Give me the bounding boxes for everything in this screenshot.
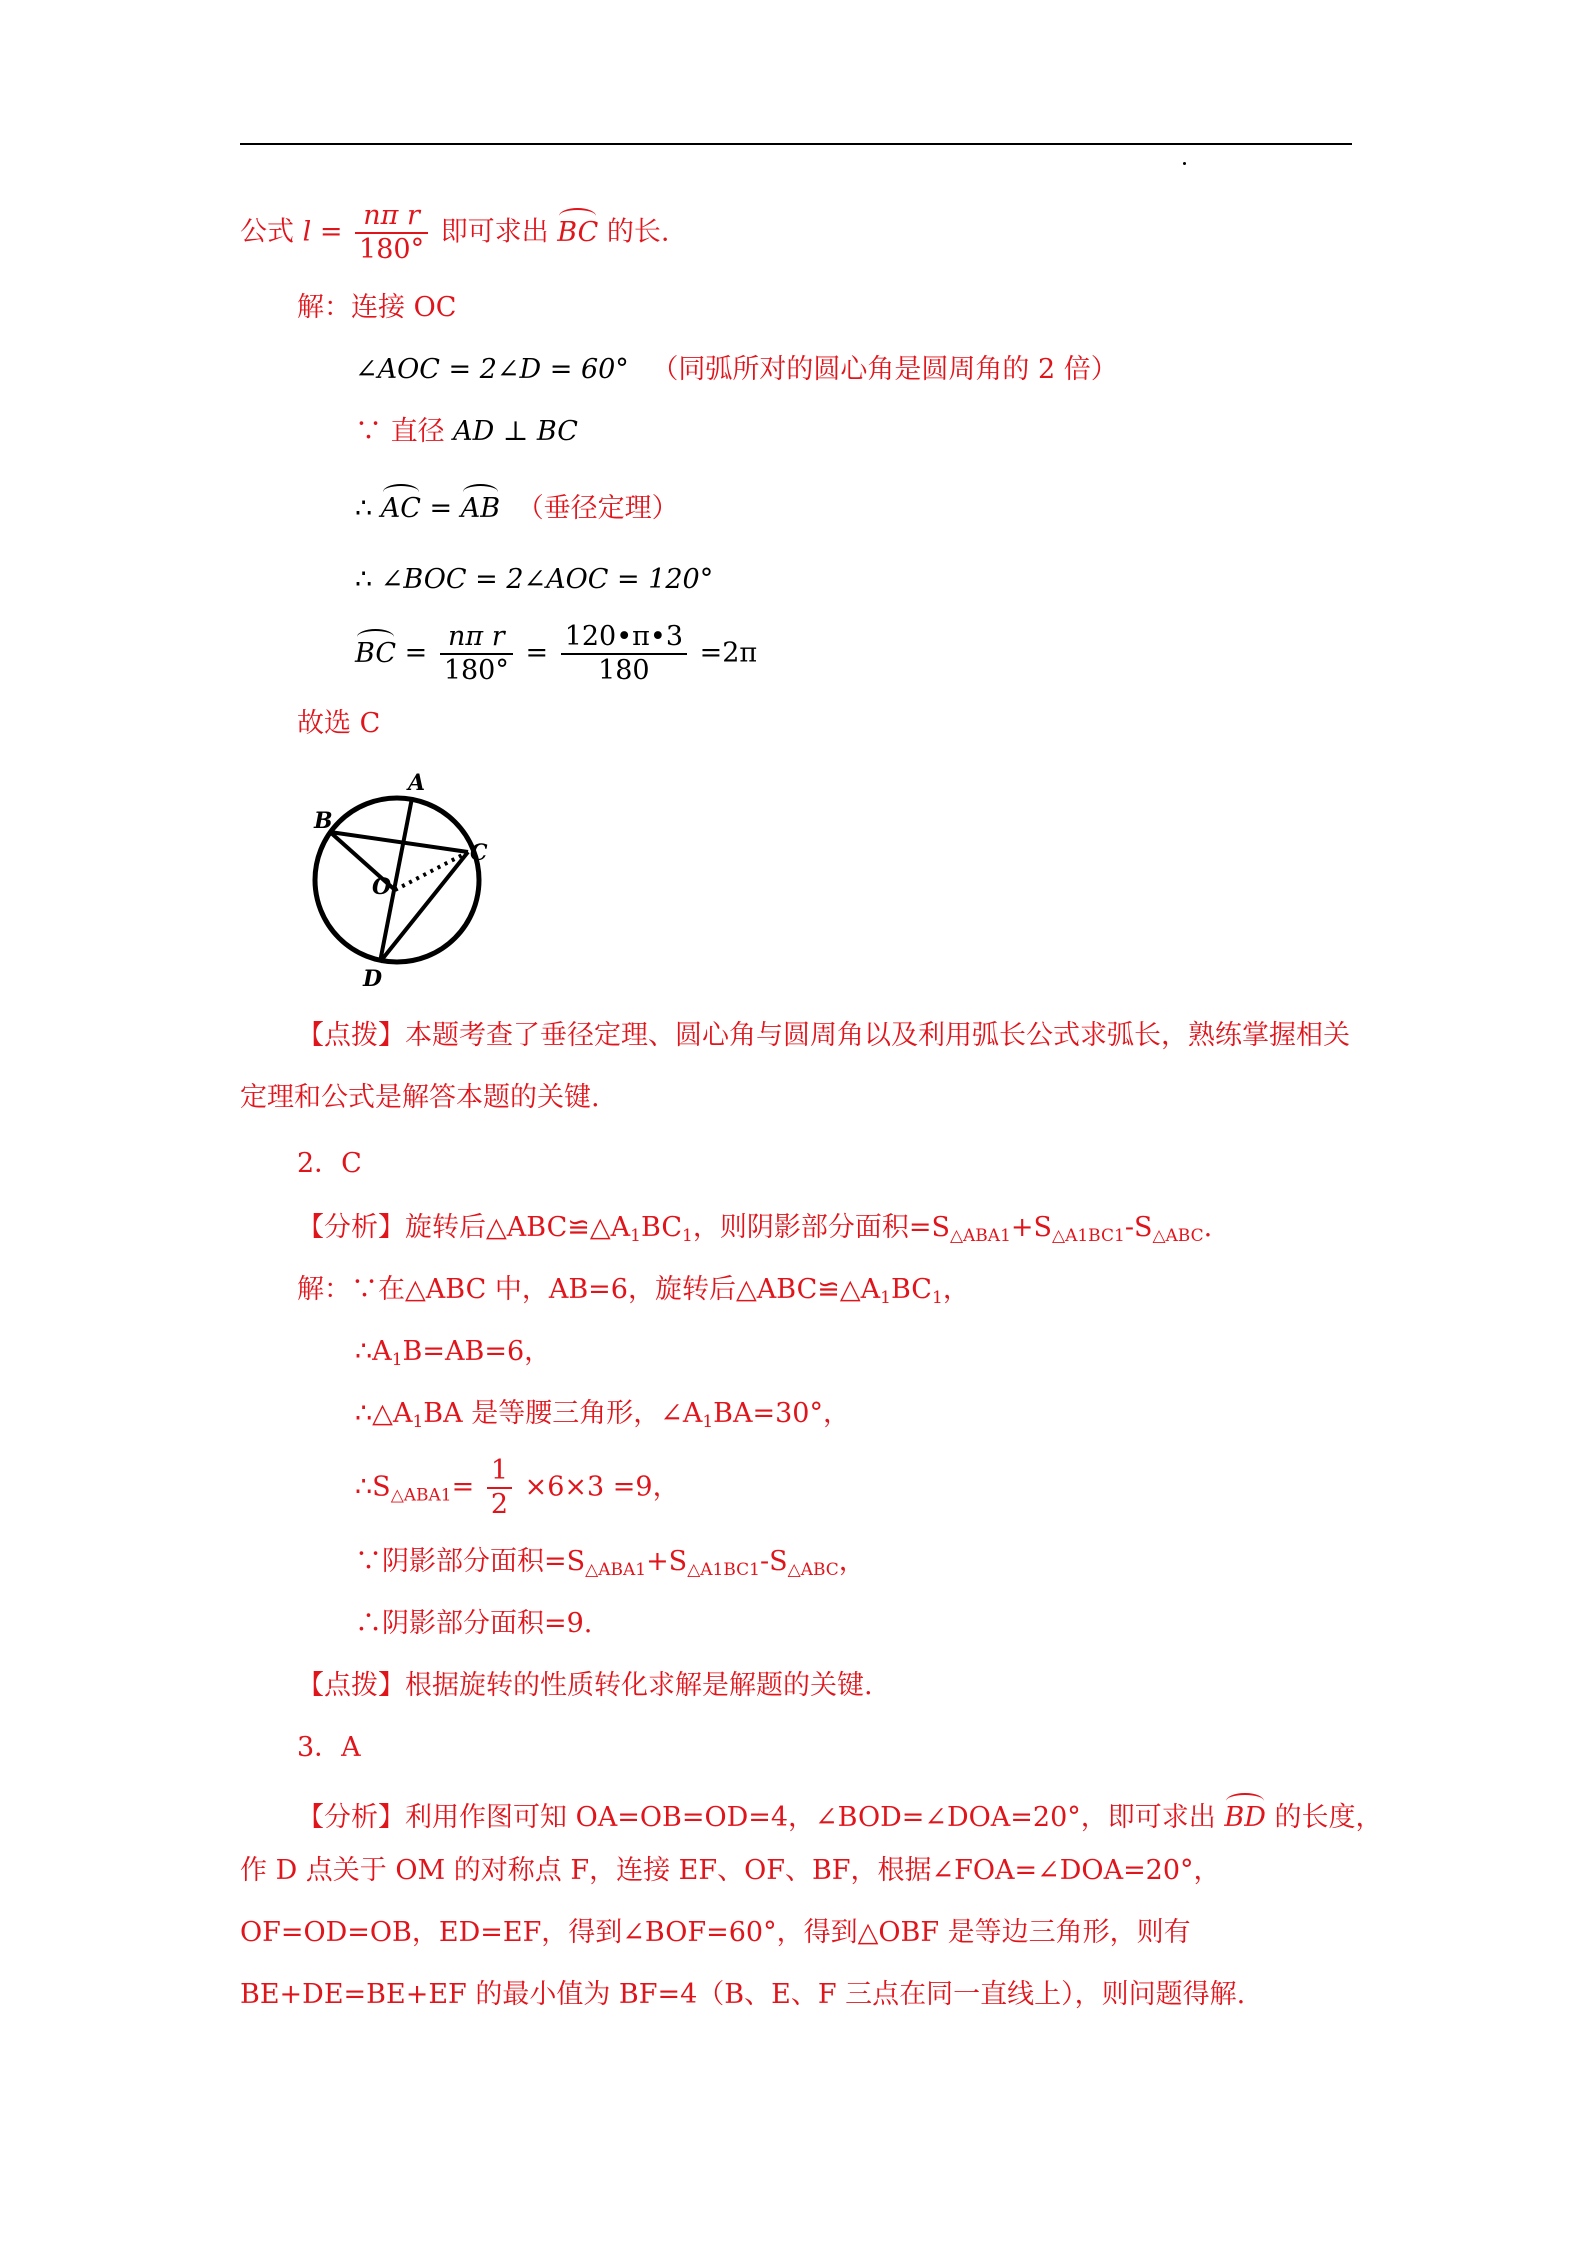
problem-2-heading: 2．C: [297, 1148, 362, 1179]
text-prefix: 公式: [240, 216, 294, 248]
header-rule: [240, 143, 1352, 145]
fraction-numerator: nπ r: [355, 200, 428, 234]
step-arc-length: [355, 621, 757, 687]
fraction-denominator: 180°: [443, 655, 509, 686]
label-a: A: [408, 770, 426, 796]
solution-2-line-1: 解：∵在△ABC 中，AB=6，旋转后$\triangle ABC≌\triangle A_1BC_1$，: [297, 1274, 970, 1308]
solution-2-line-5: ∵阴影部分面积$=S_{\triangle ABA1}+S_{\triangle A1BC1}-S_{\triangle ABC}$，: [355, 1546, 866, 1580]
fraction-numerator: 120•π•3: [561, 621, 687, 655]
tip-2: 【点拨】根据旋转的性质转化求解是解题的关键.: [297, 1670, 873, 1701]
step-symbol: ∴: [355, 564, 381, 595]
fraction-numerator: nπ r: [440, 621, 513, 655]
arc-bc: BC: [557, 208, 598, 250]
header-dot: [1183, 162, 1186, 165]
step-angle-boc: [355, 563, 713, 597]
fraction-denominator: 180°: [359, 234, 425, 265]
step-equal-arcs: [355, 484, 679, 526]
analysis-3-body: 作 D 点关于 OM 的对称点 F，连接 EF、OF、BF，根据∠FOA=∠DOA=20°，OF=OD=OB，ED=EF，得到∠BOF=60°，得到△OBF 是等边三角形，则有 BE+DE=BE+EF 的最小值为 BF=4（B、E、F 三点在同一直线上），则问题得解.: [240, 1855, 1246, 2010]
fraction-general: [440, 621, 513, 687]
eq-sign: =: [429, 493, 453, 524]
step-diameter: [355, 415, 578, 449]
problem-3-heading: 3．A: [297, 1732, 361, 1763]
label-c: C: [470, 840, 488, 866]
analysis-3-line-1: 【分析】利用作图可知 OA=OB=OD=4，∠BOD=∠DOA=20°，即可求出 BD 的长度，: [297, 1793, 1382, 1835]
analysis-2: 【分析】旋转后$\triangle ABC≌\triangle A_1BC_1$，则阴影部分面积$=S_{\triangle ABA1}+S_{\triangle A1BC1}-S_{\triangle ABC}$.: [297, 1212, 1213, 1246]
solution-intro: 解：连接 OC: [297, 292, 457, 323]
label-d: D: [363, 966, 383, 990]
solution-2-line-4: $\therefore S_{\triangle ABA1}=$ $\frac{1}{2}$ ×6×3 =9，: [355, 1455, 680, 1520]
fraction-half: [487, 1455, 512, 1521]
step-math: AD ⊥ BC: [453, 416, 578, 447]
chord-dc: [380, 852, 468, 962]
eq-sign: =: [404, 637, 436, 669]
text-mid: 即可求出: [440, 216, 549, 248]
eq-sign: =: [525, 637, 557, 669]
label-o: O: [372, 874, 392, 900]
step-symbol: ∴: [355, 493, 381, 524]
fraction-values: [561, 621, 687, 687]
circle-figure: [300, 770, 500, 990]
solution-2-line-3: $\therefore\triangle A_1BA$ 是等腰三角形，$\angle A_1BA=30^\circ$，: [355, 1398, 850, 1432]
result: =2π: [699, 637, 758, 669]
arc-bd: BD: [1224, 1793, 1266, 1835]
fraction-denominator: 2: [490, 1489, 509, 1520]
step-math: ∠AOC = 2∠D = 60°: [355, 354, 629, 385]
arc-length-formula-line: [240, 200, 669, 266]
fraction-numerator: 1: [487, 1455, 512, 1489]
segment-oc-dotted: [395, 852, 468, 890]
step-note: （垂径定理）: [516, 493, 679, 524]
fraction-denominator: 180: [598, 655, 650, 686]
step-note: （同弧所对的圆心角是圆周角的 2 倍）: [651, 354, 1118, 385]
step-symbol: ∵ 直径: [355, 416, 454, 447]
arc-bc: BC: [355, 629, 396, 671]
text-suffix: 的长.: [606, 216, 670, 248]
label-b: B: [314, 808, 333, 834]
solution-2-line-2: $\therefore A_1B=AB=6$，: [355, 1336, 552, 1370]
step-angle-aoc: [355, 353, 1118, 387]
solution-2-line-6: ∴阴影部分面积=9.: [355, 1608, 593, 1639]
var-l: l: [302, 216, 312, 248]
eq-sign: =: [319, 216, 352, 248]
arc-ab: AB: [461, 484, 500, 526]
fraction-formula: [355, 200, 428, 266]
arc-ac: AC: [381, 484, 421, 526]
answer-line: 故选 C: [297, 708, 381, 739]
step-math: ∠BOC = 2∠AOC = 120°: [380, 564, 714, 595]
tip-1: 【点拨】本题考查了垂径定理、圆心角与圆周角以及利用弧长公式求弧长，熟练掌握相关定理和公式是解答本题的关键.: [240, 1020, 1350, 1113]
